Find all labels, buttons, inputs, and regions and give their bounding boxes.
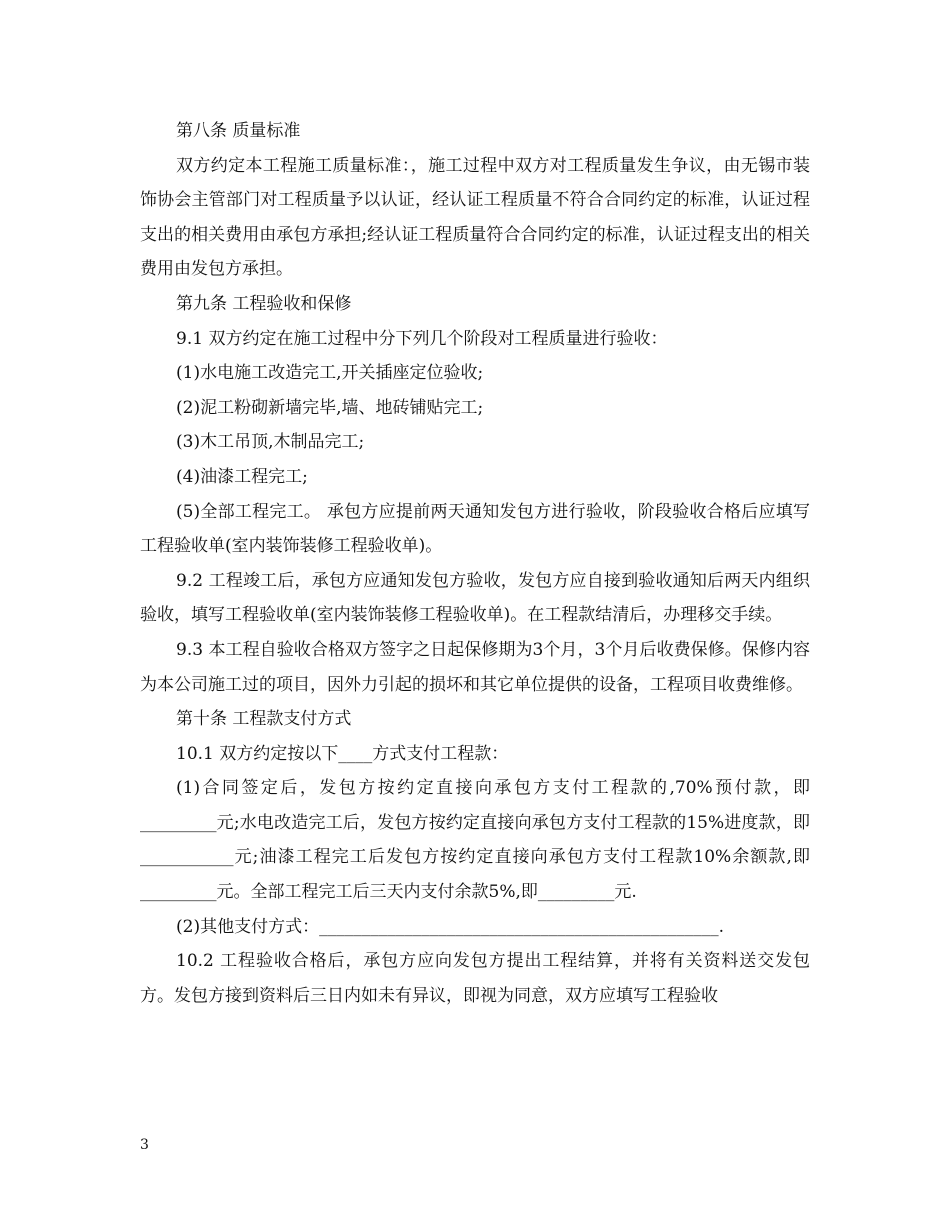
page-number: 3 [140, 1137, 149, 1153]
clause-9-1: 9.1 双方约定在施工过程中分下列几个阶段对工程质量进行验收： [176, 328, 668, 349]
document-body [140, 114, 810, 1013]
clause-10-2: 10.2 工程验收合格后，承包方应向发包方提出工程结算，并将有关资料送交发包方。发包方接到资料后三日内如未有异议，即视为同意，双方应填写工程验收 [140, 951, 810, 1006]
clause-9-3: 9.3 本工程自验收合格双方签字之日起保修期为3个月，3个月后收费保修。保修内容为本公司施工过的项目，因外力引起的损坏和其它单位提供的设备，工程项目收费维修。 [140, 639, 810, 695]
section-heading-8: 第八条 质量标准 [176, 121, 301, 141]
list-item-5: (5)全部工程完工。 承包方应提前两天通知发包方进行验收，阶段验收合格后应填写工程验收单(室内装饰装修工程验收单)。 [140, 501, 810, 557]
quality-standard-paragraph: 双方约定本工程施工质量标准：，施工过程中双方对工程质量发生争议，由无锡市装饰协会主管部门对工程质量予以认证，经认证工程质量不符合合同约定的标准，认证过程支出的相关费用由承包方承担;经认证工程质量符合合同约定的标准，认证过程支出的相关费用由发包方承担。 [140, 155, 810, 280]
list-item-2: (2)泥工粉砌新墙完毕,墙、地砖铺贴完工; [176, 397, 484, 418]
clause-9-2: 9.2 工程竣工后，承包方应通知发包方验收，发包方应自接到验收通知后两天内组织验收，填写工程验收单(室内装饰装修工程验收单)。在工程款结清后，办理移交手续。 [140, 570, 810, 626]
payment-item-1: (1)合同签定后，发包方按约定直接向承包方支付工程款的,70%预付款，即_________元;水电改造完工后，发包方按约定直接向承包方支付工程款的15%进度款，即___________元;油漆工程完工后发包方按约定直接向承包方支付工程款10%余额款,即_________元。全部工程完工后三天内支付余款5%,即_________元. [140, 778, 810, 903]
section-heading-10: 第十条 工程款支付方式 [176, 709, 352, 730]
payment-item-2: (2)其他支付方式：_______________________________________________. [176, 916, 724, 937]
list-item-4: (4)油漆工程完工; [176, 466, 308, 487]
section-heading-9: 第九条 工程验收和保修 [176, 293, 352, 314]
list-item-1: (1)水电施工改造完工,开关插座定位验收; [176, 363, 484, 384]
list-item-3: (3)木工吊顶,木制品完工; [176, 432, 365, 453]
clause-10-1: 10.1 双方约定按以下____方式支付工程款： [176, 743, 509, 764]
